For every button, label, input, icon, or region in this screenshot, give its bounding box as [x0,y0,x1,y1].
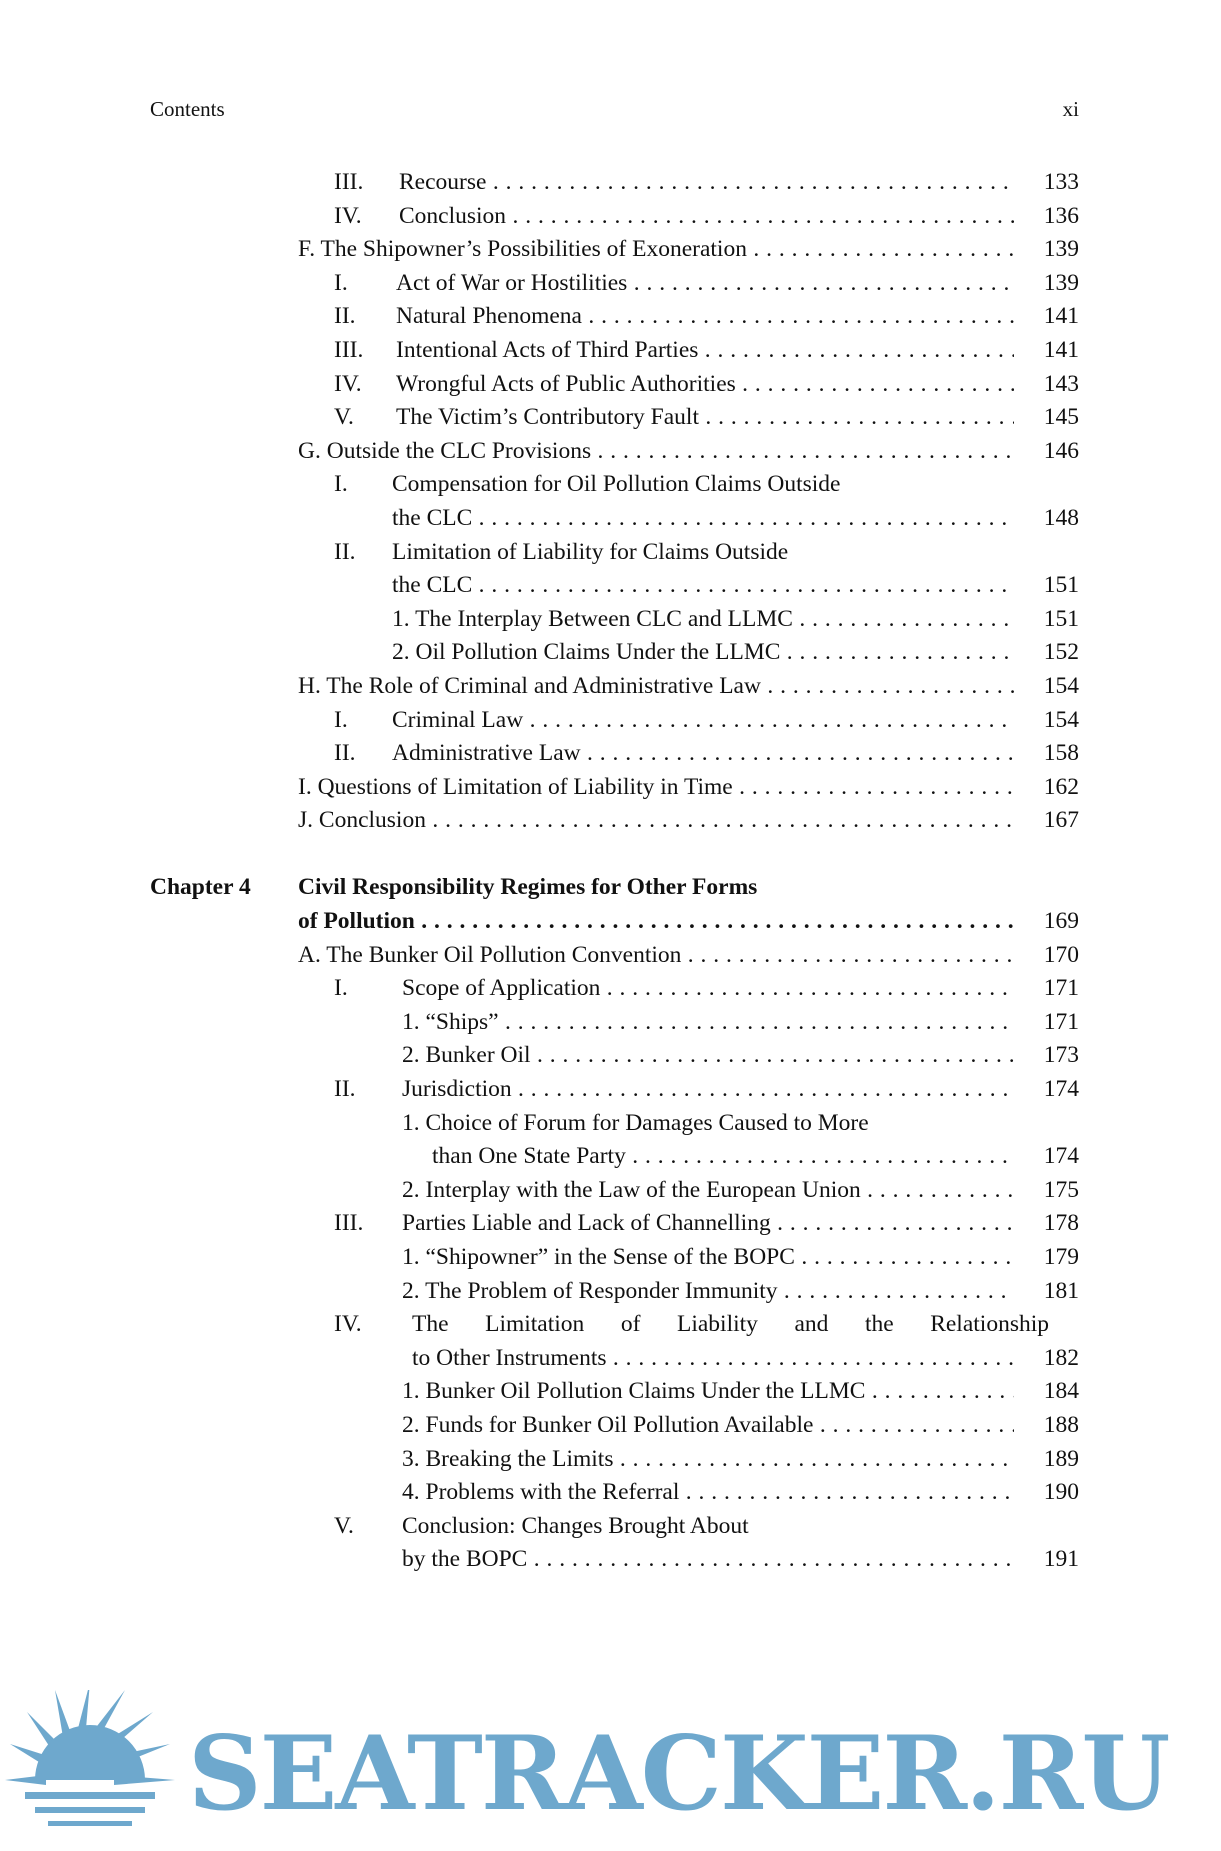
sun-horizon-line [48,1821,132,1826]
toc-entry[interactable] [150,200,1079,234]
toc-entry-title: 1. Bunker Oil Pollution Claims Under the LLMC . . . [402,1375,1014,1409]
toc-entry[interactable] [150,1241,1079,1275]
toc-entry[interactable] [150,737,1079,771]
toc-entry[interactable] [150,468,1079,502]
running-head-section: Contents [150,97,225,121]
watermark-text: SEATRACKER.RU [188,1714,1169,1834]
toc-entry-page: 152 [1043,639,1079,666]
toc-entry[interactable] [150,1476,1079,1510]
toc-entry-page: 179 [1043,1244,1079,1270]
toc-entry-title: 1. “Shipowner” in the Sense of the BOPC . . . [402,1241,1014,1275]
toc-entry[interactable] [150,1006,1079,1040]
toc-entry-title: Recourse . . . [399,166,1014,200]
toc-entry-title: Criminal Law . . . [392,704,1014,738]
toc-entry-title: 1. Choice of Forum for Damages Caused to More [402,1109,869,1136]
toc-entry-title: J. Conclusion . . . [298,804,1014,838]
toc-entry[interactable] [150,1375,1079,1409]
toc-entry[interactable] [150,603,1079,637]
toc-entry-page: 148 [1043,504,1079,531]
toc-entry[interactable] [150,704,1079,738]
toc-entry-page: 154 [1043,706,1079,733]
toc-entry[interactable] [150,536,1079,570]
toc-entry-page: 162 [1043,773,1079,800]
toc-entry[interactable] [150,1039,1079,1073]
toc-entry-number: V. [334,1512,354,1539]
toc-entry[interactable] [150,233,1079,267]
toc-entry-title: 2. Bunker Oil . . . [402,1039,1014,1073]
toc-entry[interactable] [150,569,1079,603]
toc-entry-title: 3. Breaking the Limits . . . [402,1443,1014,1477]
toc-entry-page: 141 [1043,336,1079,363]
toc-entry[interactable] [150,1174,1079,1208]
toc-entry[interactable] [150,636,1079,670]
toc-entry-page: 141 [1043,303,1079,330]
toc-entry-page: 170 [1043,941,1079,968]
toc-entry-number: V. [334,404,354,431]
running-head [150,95,1079,123]
toc-entry[interactable] [150,435,1079,469]
toc-entry[interactable] [150,267,1079,301]
toc-entry-title: the CLC . . . [392,502,1014,536]
toc-entry-page: 191 [1043,1546,1079,1573]
toc-entry-title: Scope of Application . . . [402,972,1014,1006]
toc-entry-title: Wrongful Acts of Public Authorities . . . [396,368,1014,402]
toc-entry-number: IV. [334,202,362,229]
toc-entry-title: Jurisdiction . . . [402,1073,1014,1107]
toc-entry-title: 2. Interplay with the Law of the European Union . . . [402,1174,1014,1208]
toc-entry[interactable] [150,1342,1079,1376]
toc-entry[interactable] [150,334,1079,368]
toc-chapter-entry[interactable] [150,905,1079,939]
toc-entry-number: IV. [334,1311,362,1338]
toc-entry-number: I. [334,471,348,498]
toc-entry-page: 178 [1043,1210,1079,1237]
toc-entry-page: 171 [1043,975,1079,1002]
toc-entry-page: 175 [1043,1176,1079,1203]
sun-logo-icon [0,1690,180,1851]
toc-entry-title: A. The Bunker Oil Pollution Convention . . . [298,939,1014,973]
toc-entry[interactable] [150,804,1079,838]
sun-horizon-line [25,1792,155,1799]
toc-entry[interactable] [150,1140,1079,1174]
toc-entry[interactable] [150,1073,1079,1107]
toc-entry-page: 151 [1043,605,1079,632]
toc-entry-page: 133 [1043,169,1079,195]
toc-entry-page: 139 [1043,269,1079,296]
toc-entry-page: 173 [1043,1042,1079,1069]
toc-entry-title: Natural Phenomena . . . [396,300,1014,334]
toc-entry-number: I. [334,269,348,296]
toc-entry[interactable] [150,1308,1079,1342]
toc-entry-page: 146 [1043,437,1079,464]
toc-entry-title: G. Outside the CLC Provisions . . . [298,435,1014,469]
toc-entry-number: III. [334,336,364,363]
table-of-contents [150,166,1079,1577]
chapter-number: Chapter 4 [150,874,251,901]
toc-entry-title: Parties Liable and Lack of Channelling . . . [402,1207,1014,1241]
toc-entry-number: I. [334,975,348,1002]
toc-entry-page: 151 [1043,572,1079,599]
toc-entry-page: 145 [1043,404,1079,431]
toc-entry[interactable] [150,972,1079,1006]
toc-entry-title: 1. The Interplay Between CLC and LLMC . . . [392,603,1014,637]
toc-entry-page: 154 [1043,672,1079,699]
toc-entry-number: II. [334,303,356,330]
toc-entry-number: III. [334,169,364,195]
toc-entry-title: the CLC . . . [392,569,1014,603]
toc-entry-page: 188 [1043,1411,1079,1438]
toc-entry[interactable] [150,1510,1079,1544]
toc-entry-title: Compensation for Oil Pollution Claims Outside [392,471,841,498]
toc-entry[interactable] [150,670,1079,704]
toc-entry-page: 139 [1043,236,1079,263]
toc-entry[interactable] [150,166,1079,200]
toc-entry-title: Intentional Acts of Third Parties . . . [396,334,1014,368]
toc-entry-page: 136 [1043,202,1079,229]
toc-entry-title: by the BOPC . . . [402,1543,1014,1577]
toc-entry-number: II. [334,538,356,565]
toc-entry-title: than One State Party . . . [432,1140,1014,1174]
toc-entry[interactable] [150,771,1079,805]
running-head-page-number: xi [1062,97,1079,121]
toc-entry[interactable] [150,1409,1079,1443]
toc-entry-page: 181 [1043,1277,1079,1304]
toc-entry-page: 182 [1043,1344,1079,1371]
toc-entry-title: Conclusion . . . [399,200,1014,234]
chapter-title: Civil Responsibility Regimes for Other Forms [298,874,758,901]
toc-entry-title: 1. “Ships” . . . [402,1006,1014,1040]
toc-entry-title: The Limitation of Liability and the Relationship [412,1311,1049,1338]
toc-entry[interactable] [150,368,1079,402]
toc-entry-page: 189 [1043,1445,1079,1472]
toc-entry-title: F. The Shipowner’s Possibilities of Exoneration . . . [298,233,1014,267]
toc-entry-page: 143 [1043,370,1079,397]
toc-entry-title: Administrative Law . . . [392,737,1014,771]
toc-entry-page: 174 [1043,1143,1079,1170]
toc-entry-page: 169 [1043,908,1079,935]
watermark [0,1690,1221,1851]
toc-entry-title: to Other Instruments . . . [412,1342,1014,1376]
toc-entry-title: 2. The Problem of Responder Immunity . . . [402,1275,1014,1309]
toc-entry-page: 190 [1043,1479,1079,1506]
toc-entry-title: Limitation of Liability for Claims Outside [392,538,789,565]
toc-entry-number: II. [334,1076,356,1103]
toc-entry-title: H. The Role of Criminal and Administrative Law . . . [298,670,1014,704]
toc-entry-number: I. [334,706,348,733]
sun-horizon-line [35,1807,145,1813]
toc-entry-page: 167 [1043,807,1079,834]
toc-entry[interactable] [150,939,1079,973]
toc-entry-title: Act of War or Hostilities . . . [396,267,1014,301]
chapter-title: of Pollution . . . [298,905,1014,939]
toc-entry[interactable] [150,1275,1079,1309]
toc-entry-number: IV. [334,370,362,397]
toc-entry-title: The Victim’s Contributory Fault . . . [396,401,1014,435]
toc-entry-title: 2. Oil Pollution Claims Under the LLMC . . . [392,636,1014,670]
toc-entry-page: 174 [1043,1076,1079,1103]
chapter-spacer [150,838,1079,872]
toc-entry[interactable] [150,1543,1079,1577]
toc-chapter-entry[interactable] [150,871,1079,905]
toc-entry-number: II. [334,740,356,767]
toc-entry-page: 158 [1043,740,1079,767]
toc-entry-number: III. [334,1210,364,1237]
toc-entry-page: 171 [1043,1008,1079,1035]
toc-entry-page: 184 [1043,1378,1079,1405]
toc-entry-title: Conclusion: Changes Brought About [402,1512,749,1539]
toc-entry[interactable] [150,300,1079,334]
toc-entry[interactable] [150,1443,1079,1477]
toc-entry-title: I. Questions of Limitation of Liability in Time . . . [298,771,1014,805]
toc-entry-title: 2. Funds for Bunker Oil Pollution Available . . . [402,1409,1014,1443]
toc-entry[interactable] [150,502,1079,536]
toc-entry[interactable] [150,1207,1079,1241]
toc-entry[interactable] [150,1107,1079,1141]
toc-entry[interactable] [150,401,1079,435]
toc-entry-title: 4. Problems with the Referral . . . [402,1476,1014,1510]
